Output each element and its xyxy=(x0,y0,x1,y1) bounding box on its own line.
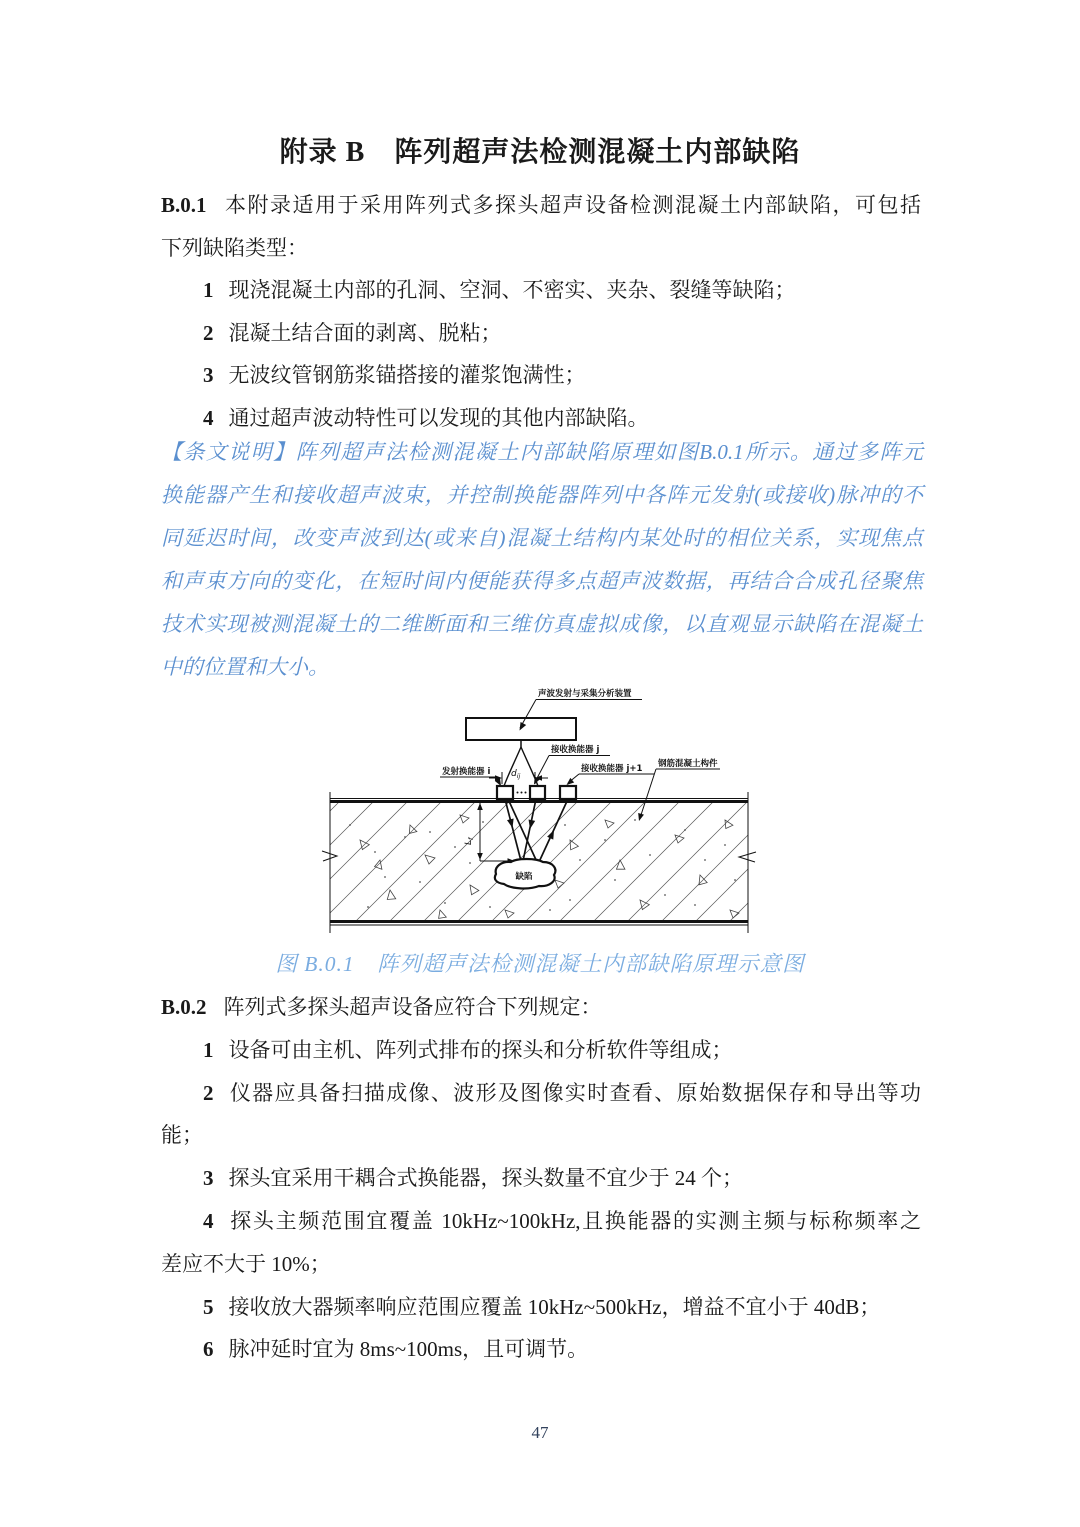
transducer-i xyxy=(497,786,513,799)
item-text: 脉冲延时宜为 8ms~100ms，且可调节。 xyxy=(228,1337,589,1362)
note-line: 和声束方向的变化，在短时间内便能获得多点超声波数据，再结合合成孔径聚焦 xyxy=(161,569,923,593)
list-item xyxy=(161,1328,921,1371)
ellipsis-dots xyxy=(517,792,527,794)
list-item xyxy=(161,1200,921,1243)
list-item xyxy=(161,354,921,397)
item-number: 4 xyxy=(203,1208,214,1233)
item-number: 3 xyxy=(203,1166,214,1191)
receiver-j1-label: 接收换能器 j+1 xyxy=(581,764,643,774)
item-number: 6 xyxy=(203,1337,214,1362)
clause-label: B.0.2 xyxy=(161,995,207,1019)
item-text: 仪器应具备扫描成像、波形及图像实时查看、原始数据保存和导出等功 xyxy=(228,1080,921,1105)
list-item-continuation: 能； xyxy=(161,1123,203,1148)
item-number: 5 xyxy=(203,1294,214,1319)
item-text: 设备可由主机、阵列式排布的探头和分析软件等组成； xyxy=(228,1037,733,1062)
note-line: 中的位置和大小。 xyxy=(161,655,329,679)
list-item xyxy=(161,1072,921,1115)
transmitter-label-group xyxy=(440,766,504,787)
receiver-j-label: 接收换能器 j xyxy=(551,745,600,755)
list-item xyxy=(161,1029,921,1072)
page-number: 47 xyxy=(531,1423,549,1442)
list-item xyxy=(161,1286,921,1329)
transducer-j xyxy=(530,786,545,799)
transmitter-label: 发射换能器 i xyxy=(442,767,491,777)
clause-text: 本附录适用于采用阵列式多探头超声设备检测混凝土内部缺陷，可包括 xyxy=(223,193,921,217)
item-text: 接收放大器频率响应范围应覆盖 10kHz~500kHz，增益不宜小于 40dB； xyxy=(228,1294,881,1319)
item-number: 1 xyxy=(203,1037,214,1062)
item-text: 探头主频范围宜覆盖 10kHz~100kHz,且换能器的实测主频与标称频率之 xyxy=(228,1208,921,1233)
note-line: 同延迟时间，改变声波到达(或来自)混凝土结构内某处时的相位关系，实现焦点 xyxy=(161,526,923,550)
item-number: 1 xyxy=(203,278,214,303)
list-item-continuation: 差应不大于 10%； xyxy=(161,1251,331,1276)
clause-b01 xyxy=(161,184,921,440)
figure-caption: 图 B.0.1 阵列超声法检测混凝土内部缺陷原理示意图 xyxy=(275,952,805,976)
clause-label: B.0.1 xyxy=(161,193,207,217)
clause-b01-intro-line2: 下列缺陷类型： xyxy=(161,235,308,260)
defect-blob xyxy=(495,859,556,888)
clause-b02 xyxy=(161,986,921,1371)
page-title: 附录 B 阵列超声法检测混凝土内部缺陷 xyxy=(279,137,801,168)
dij-label: $d_{ij}$ xyxy=(511,769,521,780)
transducer-array xyxy=(497,786,576,799)
device-cable xyxy=(504,747,538,786)
clause-b02-heading xyxy=(161,986,921,1029)
item-number: 2 xyxy=(203,1080,214,1105)
member-label: 钢筋混凝土构件 xyxy=(658,759,718,769)
clause-b01-intro-line1 xyxy=(161,184,921,227)
item-number: 3 xyxy=(203,363,214,388)
receiver-j1-label-group xyxy=(565,763,654,787)
defect-label: 缺陷 xyxy=(515,872,533,882)
note-line: 换能器产生和接收超声波束，并控制换能器阵列中各阵元发射(或接收)脉冲的不 xyxy=(161,483,923,507)
item-text: 混凝土结合面的剥离、脱粘； xyxy=(228,320,502,345)
item-text: 通过超声波动特性可以发现的其他内部缺陷。 xyxy=(228,405,649,430)
clause-text: 阵列式多探头超声设备应符合下列规定： xyxy=(223,995,602,1019)
item-number: 2 xyxy=(203,320,214,345)
item-text: 无波纹管钢筋浆锚搭接的灌浆饱满性； xyxy=(228,363,586,388)
item-text: 现浇混凝土内部的孔洞、空洞、不密实、夹杂、裂缝等缺陷； xyxy=(228,278,796,303)
commentary-note xyxy=(161,431,923,689)
list-item xyxy=(161,1157,921,1200)
lf-label: $L_f$ xyxy=(464,837,475,845)
device-label: 声波发射与采集分析装置 xyxy=(538,689,632,699)
item-number: 4 xyxy=(203,405,214,430)
item-text: 探头宜采用干耦合式换能器，探头数量不宜少于 24 个； xyxy=(228,1166,743,1191)
list-item xyxy=(161,269,921,312)
note-line: 【条文说明】阵列超声法检测混凝土内部缺陷原理如图B.0.1所示。通过多阵元 xyxy=(161,440,923,464)
list-item xyxy=(161,312,921,355)
figure-b01-diagram xyxy=(320,685,760,940)
transducer-j1 xyxy=(560,786,576,799)
note-line: 技术实现被测混凝土的二维断面和三维仿真虚拟成像，以直观显示缺陷在混凝土 xyxy=(161,612,923,636)
